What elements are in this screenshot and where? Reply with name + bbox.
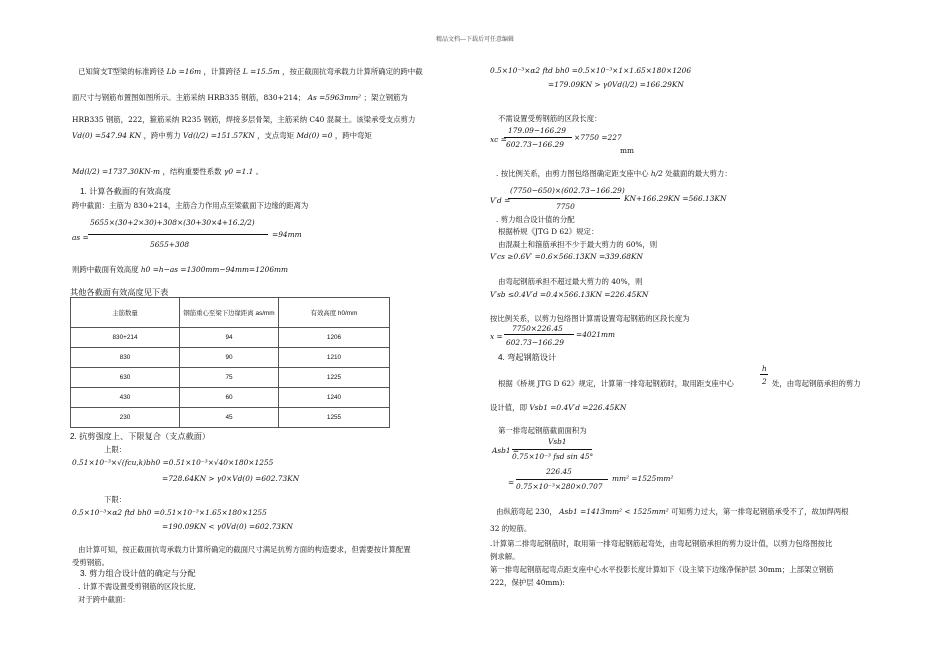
section-2-title: 2. 抗剪强度上、下限复合（支点截面） [70,432,211,441]
formula-xc-numerator: 179.09−166.29 [508,126,566,135]
table-cell: 1225 [279,368,390,388]
table-cell: 830+214 [71,328,180,348]
table-caption: 其他各截面有效高度见下表 [70,288,169,297]
fraction-bar [760,374,768,375]
formula-as-lhs: as = [72,233,89,242]
section-4-title: 4. 弯起钢筋设计 [498,353,557,362]
table-cell: 90 [180,348,279,368]
formula-vsb: V′sb ≤0.4V′d =0.4×566.13KN =226.45KN [490,290,649,299]
formula-h0: h0 =h−as =1300mm−94mm=1206mm [140,265,289,274]
formula-xc-result: ×7750 =227 [574,133,622,142]
formula-xc-denominator: 602.73−166.29 [506,140,564,149]
table-row [71,408,390,428]
intro-line-2: 面尺寸与钢筋布置图如图所示。主筋采纳 HRB335 钢筋，830+214； As =5963mm² ；架立钢筋为 [72,93,408,102]
effective-height-line: 则跨中截面有效高度 h0 =h−as =1300mm−94mm=1206mm [72,265,289,274]
table-cell: 60 [180,388,279,408]
formula-asb-denominator: 0.75×10⁻³ fsd sin 45° [512,452,594,461]
formula-as-result: =94mm [272,230,302,239]
formula-asb-lhs: Asb1 = [492,446,520,455]
table-cell: 630 [71,368,180,388]
table-cell: 45 [180,408,279,428]
formula-asb3: Asb1 =1413mm² < 1525mm² [559,507,669,516]
section-3-line-a: . 计算不需设置受剪钢筋的区段长度, [78,582,196,591]
table-cell: 430 [71,388,180,408]
formula-vcs: V′cs ≥0.6V′ =0.6×566.13KN =339.68KN [490,252,643,261]
intro-line-3: HRB335 钢筋，222，箍筋采纳 R235 钢筋，焊接多层骨架，主筋采纳 C40 混凝土。该梁承受支点剪力 [72,115,416,124]
formula-as: As =5963mm² [307,93,362,102]
table-cell: 75 [180,368,279,388]
table-cell: 1240 [279,388,390,408]
right-line-k3: 32 的短筋。 [490,524,532,533]
table-row [71,388,390,408]
fraction-bar [88,234,268,235]
right-line-b: . 按比例关系，由剪力图包络图确定距支座中心 h/2 处截面的最大剪力： [496,169,732,178]
effective-height-table [70,297,390,428]
formula-x-result: =4021mm [576,330,616,339]
fraction-bar [516,479,608,480]
section-3-line-b: 对于跨中截面： [78,595,130,604]
formula-l: L =15.5m [242,67,280,76]
formula-lb: Lb =16m [166,67,202,76]
right-line-f: 由弯起钢筋承担不超过最大剪力的 40%，则 [498,277,643,286]
right-line-h: 根据《桥规 JTG D 62》规定，计算第一排弯起钢筋时，取用距支座中心 [498,379,734,388]
right-line-e: 由混凝土和箍筋承担不少于最大剪力的 60%，则 [498,240,658,249]
fraction-bar [504,137,572,138]
formula-lower-1: 0.5×10⁻³×α2 ftd bh0 =0.51×10⁻³×1.65×180×1255 [72,508,267,517]
formula-as-denominator: 5655+308 [150,240,190,249]
table-cell: 230 [71,408,180,428]
page-header: 精品文档---下载后可任意编辑 [435,36,515,43]
right-line-c: . 剪力组合设计值的分配 [496,215,575,224]
formula-r2: =179.09KN > γ0Vd(l/2) =166.29KN [548,80,684,89]
table-row [71,328,390,348]
unit-mm: mm [620,146,635,155]
right-line-i: 设计值，即 Vsb1 =0.4V′d =226.45KN [490,403,627,412]
section-3-title: 3. 剪力组合设计值的确定与分配 [80,569,196,578]
right-line-g: 按比例关系，以剪力包络图计算需设置弯起钢筋的区段长度为 [490,314,690,323]
lower-label: 下限： [104,495,127,504]
right-line-d: 根据桥规《JTG D 62》规定： [498,227,599,236]
section-1-title: 1. 计算各截面的有效高度 [80,187,171,196]
table-cell: 1210 [279,348,390,368]
formula-lower-2: =190.09KN < γ0Vd(0) =602.73KN [162,522,293,531]
table-row [71,368,390,388]
formula-vd0: Vd(0) =547.94 KN [72,131,142,140]
formula-vd-numerator: (7750−650)×(602.73−166.29) [510,186,625,195]
formula-as-numerator: 5655×(30+2×30)+308×(30+30×4+16.2/2) [90,218,255,227]
formula-x-lhs: x = [490,332,503,341]
table-cell: 94 [180,328,279,348]
intro-line-5: Md(l/2) =1737.30KN·m ，结构重要性系数 γ0 =1.1 。 [72,167,264,176]
section-2-note-1: 由计算可知，按正截面抗弯承载力计算所确定的截面尺寸满足抗剪方面的构造要求，但需要按计算配置 [78,545,411,554]
formula-vsb1: Vsb1 =0.4V′d =226.45KN [529,403,627,412]
right-line-a: 不需设置受剪钢筋的区段长度： [498,114,602,123]
right-line-j: 第一排弯起钢筋截面面积为 [498,426,587,435]
table-cell: 1206 [279,328,390,348]
fraction-bar [504,334,574,335]
equals-sign: = [508,478,515,487]
formula-upper-2: =728.64KN > γ0×Vd(0) =602.73KN [162,474,300,483]
formula-vd-lhs: V′d = [490,196,511,205]
table-cell: 1255 [279,408,390,428]
table-header-cell: 钢筋重心至梁下边缘距离 as/mm [180,298,279,328]
formula-mhalf: Md(l/2) =1737.30KN·m [72,167,161,176]
formula-2: 2 [762,377,767,386]
formula-h: h [762,364,767,373]
table-cell: 830 [71,348,180,368]
formula-asb2-result: mm² =1525mm² [612,474,674,483]
right-line-k: 由纵筋弯起 230， Asb1 =1413mm² < 1525mm² 可知剪力过大，第一排弯起钢筋承受不了，故加焊两根 [496,507,849,516]
fraction-bar [508,198,620,199]
table-header-cell: 有效高度 h0/mm [279,298,390,328]
section-1-line: 跨中截面：主筋为 830+214，主筋合力作用点至梁截面下边缘的距离为 [72,201,309,210]
formula-x-denominator: 602.73−166.29 [506,338,564,347]
right-line-m2: 222，保护层 40mm): [490,578,565,587]
formula-vd-result: KN+166.29KN =566.13KN [624,194,727,203]
formula-vd-denominator: 7750 [556,202,575,211]
formula-asb-numerator: Vsb1 [548,437,567,446]
formula-r1: 0.5×10⁻³×α2 ftd bh0 =0.5×10⁻³×1×1.65×180×1206 [490,66,692,75]
formula-asb2-numerator: 226.45 [546,467,572,476]
formula-xc-lhs: xc = [490,135,507,144]
formula-asb2-denominator: 0.75×10⁻³×280×0.707 [516,482,603,491]
formula-x-numerator: 7750×226.45 [512,324,563,333]
right-line-l2: 例求解。 [490,552,520,561]
formula-upper-1: 0.51×10⁻³×√(fcu,k)bh0 =0.51×10⁻³×√40×180×1255 [72,458,274,467]
right-line-h2: 处，由弯起钢筋承担的剪力 [772,379,861,388]
fraction-bar [512,449,592,450]
section-2-note-2: 受剪钢筋。 [72,558,109,567]
table-row [71,348,390,368]
intro-line-4: Vd(0) =547.94 KN ，跨中剪力 Vd(l/2) =151.57KN ，支点弯矩 Md(0) =0 ，跨中弯矩 [72,131,372,140]
table-header-cell: 主筋数量 [71,298,180,328]
intro-line-1: 已知简支T型梁的标准跨径 Lb =16m ，计算跨径 L =15.5m ，按正截面抗弯承载力计算所确定的跨中截 [78,67,423,76]
formula-h-over-2: h/2 [650,169,663,178]
formula-gamma0: γ0 =1.1 [223,167,254,176]
formula-vhalf: Vd(l/2) =151.57KN [182,131,255,140]
upper-label: 上限： [104,445,127,454]
formula-m0: Md(0) =0 [296,131,333,140]
table-header-row [71,298,390,328]
right-line-m1: 第一排弯起钢筋起弯点距支座中心水平投影长度计算如下（设主梁下边缘净保护层 30mm；上部架立钢筋 [490,565,834,574]
right-line-l1: .计算第二排弯起钢筋时，取用第一排弯起钢筋起弯处，由弯起钢筋承担的剪力设计值，以剪力包络图按比 [490,539,833,548]
